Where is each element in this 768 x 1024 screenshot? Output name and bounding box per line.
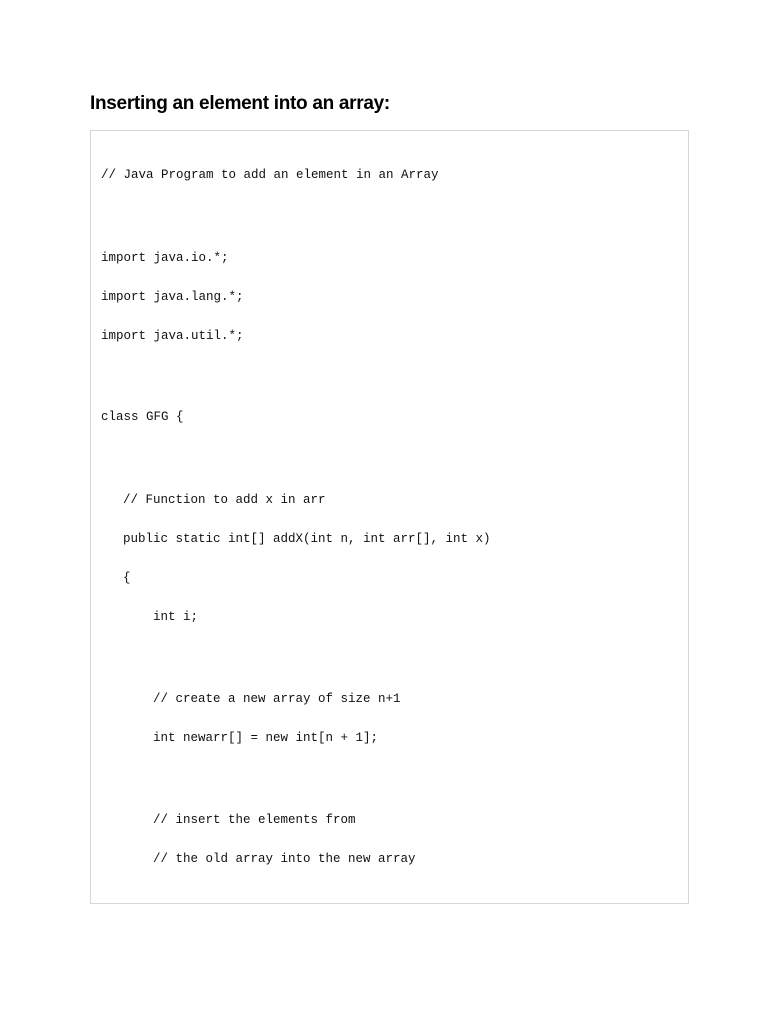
code-line: public static int[] addX(int n, int arr[], int x) [123,532,491,546]
code-line: int i; [153,610,199,624]
code-line: { [123,571,131,585]
code-line: int newarr[] = new int[n + 1]; [153,731,379,745]
code-line: import java.util.*; [101,329,244,343]
code-line: // create a new array of size n+1 [153,692,401,706]
code-line: class GFG { [101,410,184,424]
section-heading: Inserting an element into an array: [90,93,390,114]
code-line: // the old array into the new array [153,852,416,866]
code-block [90,130,689,904]
code-line: import java.io.*; [101,251,229,265]
code-line: // Java Program to add an element in an Array [101,168,439,182]
code-line: import java.lang.*; [101,290,244,304]
code-line: // Function to add x in arr [123,493,326,507]
code-line: // insert the elements from [153,813,356,827]
